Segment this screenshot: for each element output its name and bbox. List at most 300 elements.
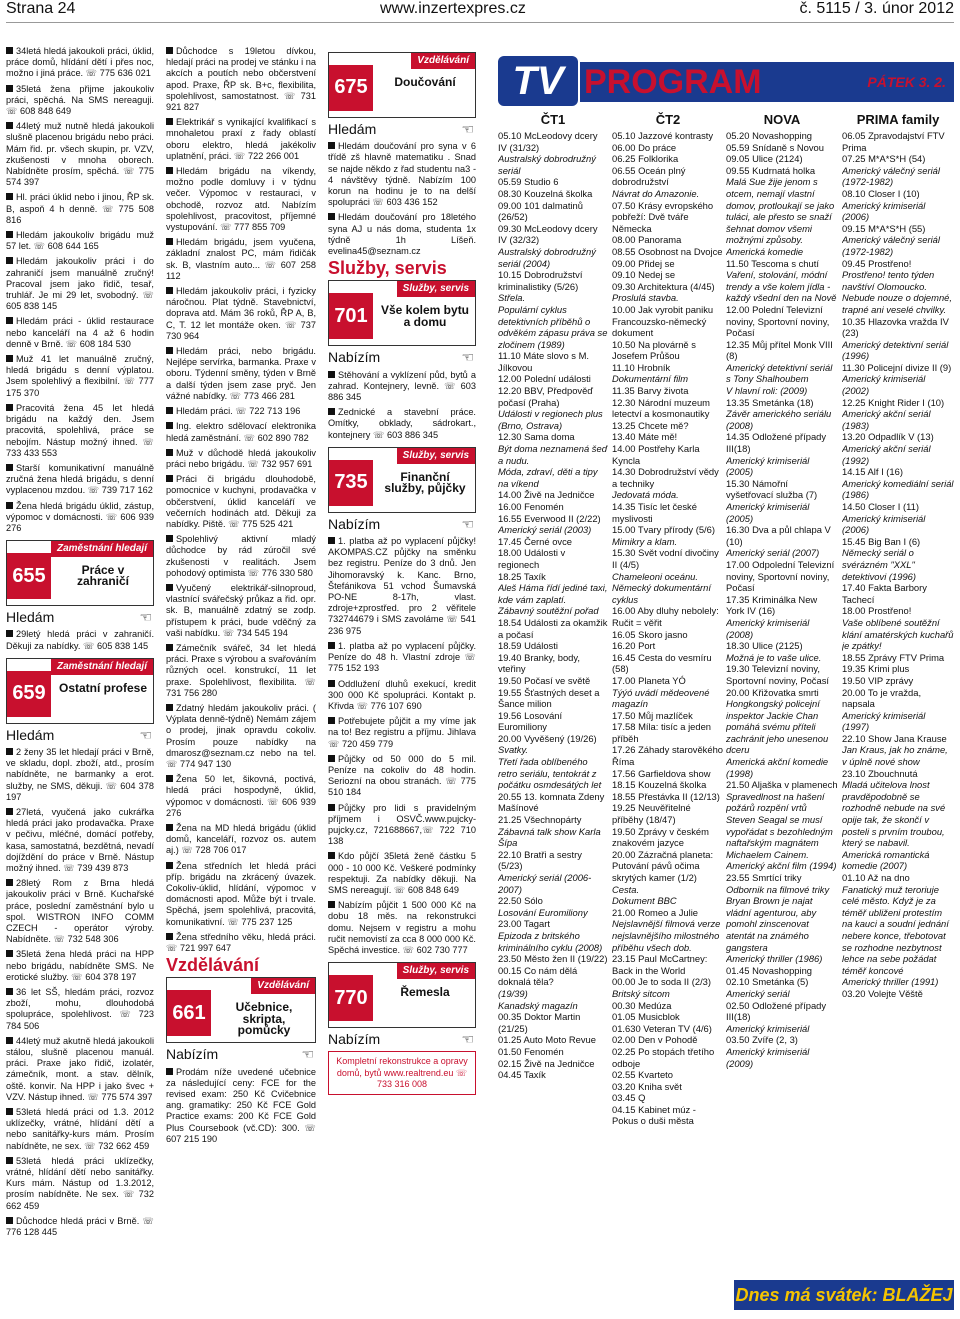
bullet-icon [6,85,13,92]
category-subtitle: Finanční služby, půjčky [384,469,466,496]
program-entry: Americký krimiseriál (2009) [726,1045,810,1069]
program-entry: 09.30 Architektura (4/45) [612,280,715,292]
program-entry: 13.25 Chcete mě? [612,419,689,431]
bullet-icon [166,824,173,831]
name-day-banner: Dnes má svátek: BLAŽEJ [734,1280,954,1310]
program-entry: Aleš Háma řídí jediné taxi, kde vám zaplatí. [498,582,608,605]
program-entry: Hongkongský policejní inspektor Jackie Chan pomáhá svému příteli zachránit jeho unesenou dceru [726,698,829,756]
channel-nova: NOVA [763,112,801,127]
program-entry: 14.00 Živě na Jedničce [498,489,595,501]
program-entry: 13.35 Smetánka (18) [726,396,814,408]
category-number: 735 [329,460,373,506]
schedule-prima [842,130,954,1278]
bullet-icon [328,537,335,544]
bullet-icon [166,449,173,456]
program-entry: Populární cyklus detektivních příběhů o odvěkém zápasu práva se zločinem (1989) [498,303,608,350]
program-entry: 16.00 Aby dluhy nebolely: Ručit = věřit [612,605,719,628]
program-entry: 19.25 Neuvěřitelné příběhy (18/47) [612,802,691,826]
program-entry: 20.00 Zázračná planeta: Putování pávů očima skrytých kamer (1/2) [612,848,714,883]
program-entry: 11.35 Barvy života [612,385,689,397]
schedule-ct2 [612,130,724,1278]
category-box [6,540,154,606]
program-entry: Kanadský magazín [498,999,578,1011]
page-header [0,0,960,22]
classified-ad: Hledám brigádu, jsem vyučena, základní znalost PC, mám řidičák sk. B, vlastním auto... ☏ 607 258 112 [166,237,316,281]
program-entry: 11.30 Policejní divize II (9) [842,361,952,373]
program-entry: 13.40 Máte mě! [612,431,678,443]
program-entry: 10.50 Na plovárně s Josefem Průšou [612,338,696,362]
program-entry: 03.20 Kniha svět [612,1080,682,1092]
program-entry: 23.00 Tagart [498,918,550,930]
program-entry: Nebude nouze o dojemné, trapné ani veselé chvilky. [842,292,952,315]
program-entry: Návrat do Amazonie. [612,187,700,199]
channel-ct2: ČT2 [655,112,681,127]
column-3 [328,46,476,1314]
program-entry: 21.25 Všechnopárty [498,814,582,826]
program-entry: 09.10 Nedej se [612,269,676,281]
classified-ad: Spolehlivý aktivní mladý důchodce by rád zúročil své zkušenosti v realitách. Jsem pohodový optimista ☏ 776 330 580 [166,534,316,578]
category-number: 701 [329,293,373,339]
program-entry: Americký seriál (2003) [498,524,592,536]
program-entry: 15.45 Big Ban I (6) [842,535,921,547]
program-entry: 18.55 Zprávy FTV Prima [842,651,945,663]
classified-ad: Žena hledá brigádu úklid, zástup, výpomoc v domácnosti. ☏ 606 939 276 [6,500,154,533]
category-label: Služby, servis [397,281,475,297]
bullet-icon [328,755,335,762]
section-icon: ☜ [461,121,474,137]
section-icon: ☜ [139,609,152,626]
program-entry: 05.10 McLeodovy dcery IV (31/32) [498,130,598,153]
category-number: 661 [167,990,211,1036]
bullet-icon [6,1157,13,1164]
program-entry: Týýó uvádí mědeovené magazín [612,686,710,710]
bullet-icon [166,862,173,869]
category-label: Vzdělávání [251,978,315,994]
bullet-icon [166,475,173,482]
category-subtitle: Práce v zahraničí [76,563,130,589]
program-entry: 05.20 Novashopping [726,130,813,141]
bullet-icon [6,464,13,471]
classified-ad: 1. platba až po vyplacení půjčky. Peníze do 48 h. Vlastní zdroje ☏ 775 152 193 [328,640,476,674]
category-box [328,52,476,118]
program-entry: 17.35 Kriminálka New York IV (16) [726,593,818,617]
program-entry: 19.50 VIP zprávy [842,674,914,686]
classified-ad: 44letý muž akutně hledá jakoukoli stálou, slušně placenou manuál. práci. Praxe jako řidič, izolatér, zámečník, mont. a stav. dělník, oště. konvir. Na HPP i jako švec + VZV. Nástup ihned. ☏ 775 574 397 [6,1035,154,1102]
bullet-icon [6,122,13,129]
bullet-icon [166,775,173,782]
program-entry: Australský dobrodružný seriál (2004) [498,245,596,269]
program-entry: 17.00 Odpolední Televizní noviny, Sportovní noviny, Počasí [726,558,835,594]
classified-ad: Hledám práci, nebo brigádu. Nejlépe servírka, barmanka. Praxe v oboru. Týdenní směny, týden v Brně a další týden jsem zase pryč. Jen vážné nabídky. ☏ 773 466 281 [166,346,316,401]
category-number: 659 [7,671,51,717]
program-entry: Americký válečný seriál (1972-1982) [842,164,940,188]
program-entry: Možná je to vaše ulice. [726,651,822,663]
classified-ad: 44letý muž nutně hledá jakoukoli slušně placenou brigádu nebo práci. Mám řid. pr. všech skupin, pr. VZV, zkušenosti v mnoha oborech. Nabídněte prosím, spěchá. ☏ 775 574 397 [6,121,154,188]
classified-ad: Hledám jakoukoliv práci, i fyzicky náročnou. Plat týdně. Stavebnictví, doprava atd. Mám 36 roků, ŘP A, B, C, T. 12 let montáže oken. ☏ 737 730 964 [166,286,316,341]
bullet-icon [6,231,13,238]
program-entry: 20.00 Křižovatka smrti [726,686,819,698]
program-entry: Mladá učitelova lnost pravděpodobně se rozhodně nebude na své opije tak, že skončí v posteli s prvním troubou, který se nabavil. [842,779,946,849]
program-entry: 22.50 Sólo [498,895,543,907]
program-entry: Vaření, stolování, módní trendy a vše kolem jídla - každý všední den na Nově [726,269,837,304]
bullet-icon [328,901,335,908]
bullet-icon [166,347,173,354]
issue-info: č. 5115 / 3. únor 2012 [799,0,954,17]
section-label: Nabízím ☜ [328,515,474,532]
program-entry: Americký detektivní seriál (1996) [842,338,949,362]
section-icon: ☜ [301,1046,314,1063]
program-entry: Americká romantická komedie (2007) [842,848,930,872]
program-entry: Proslulá stavba. [612,292,679,304]
program-entry: 20.00 Vyvěšený (19/26) [498,732,597,744]
program-entry: 03.50 Zvíře (2, 3) [726,1034,798,1046]
classified-ad: Nabízím půjčit 1 500 000 Kč na dobu 18 měs. na rekonstrukci domu. Nejsem v registru a mohu ručit nemovistí za cca 8 000 000 Kč. Spěchá investice. ☏ 602 730 777 [328,900,476,955]
classified-ad: Žena středních let hledá práci příp. brigádu na zkrácený úvazek. Cokoliv-úklid, hlídání, výpomoc v domácnosti apod. Může být i trvale. Spěchá, jsem spolehlivá, pracovitá, komunikativní. ☏ 775 237 125 [166,860,316,927]
program-entry: 20.00 To je vražda, napsala [842,686,922,710]
program-entry: 10.15 Dobrodružství kriminalistiky (5/26) [498,269,583,292]
category-label: Služby, servis [397,963,475,979]
program-entry: Události v regionech plus (Brno, Ostrava) [498,408,603,431]
program-entry: 19.30 Televizní noviny, Sportovní noviny, Počasí [726,663,830,686]
program-entry: Dokument BBC [612,895,677,907]
program-entry: 19.50 Zprávy v českém znakovém jazyce [612,825,709,849]
program-entry: V hlavní roli: (2009) [726,385,808,397]
program-entry: 22.10 Show Jana Krause [842,732,947,744]
classified-ad: 53letá hledá práci uklízečky, vrátné, hlídání dětí nebo sanitářky. Kurs mám. Nástup od 1.3.2012, prosím nabídněte. Ne sex. ☏ 732 662 459 [6,1155,154,1211]
classified-ad: 1. platba až po vyplacení půjčky! AKOMPAS.CZ půjčky na směnku bez registru. Peníze do 3 dnů. Jen Jihomoravský k. Kanc. Brno, Štefánikova 51 vchod Šumavská PO-NE 8-17h, vlast. zdroje+zprostřed. pro 2 věřitele 732744679 i SMS zavoláme ☏ 541 236 975 [328,536,476,636]
classified-ad: 27letá, vyučená jako cukrářka hledá práci jako prodavačka. Praxe v pečivu, mléčné, domácí potřeby, kasa, samostatná, bezdětná, nevadí dojíždění do práce v Brně. Nástup možný ihned. ☏ 739 439 873 [6,806,154,873]
program-entry: Americký krimiseriál [726,1022,810,1034]
classified-ad: Důchodce s 19letou dívkou, hledají práci na prodej ve stánku i na akcích a poutích nebo občerstvení apod. Praxe, ŘP sk. B+c, flexibilita, spolehlivost, samostatnost. ☏ 731 921 827 [166,46,316,113]
program-entry: 02.10 Smetánka (5) [726,976,809,988]
bullet-icon [166,535,173,542]
category-subtitle: Řemesla [400,985,450,1000]
program-entry: Být doma neznamená šeď a nudu. [498,443,608,466]
program-entry: 18.59 Události [498,640,558,652]
classified-ad: Kdo půjčí 35letá ženě částku 5 000 - 10 000 Kč. Veškeré podmínky respektuji. Za nabídky děkuji. Na SMS nereagují. ☏ 608 848 649 [328,851,476,895]
classified-ad: Starší komunikativní manuálně zručná žena hledá brigádu, s denní vyplacenou mzdou. ☏ 739 717 162 [6,462,154,496]
classified-ad: Prodám níže uvedené učebnice za následující ceny: FCE for the revised exam: 250 Kč Cvičebnice ang. gramatiky: 250 Kč FCE Gold Practice exams: 200 Kč FCE Gold Plus Coursebook (vč.CD): 300. ☏ 607 215 190 [166,1066,316,1144]
classified-ad: Hl. práci úklid nebo i jinou, ŘP sk. B, aspoň 4 h denně. ☏ 775 508 816 [6,192,154,225]
program-entry: 20.55 13. komnata Zdeny Mašínové [498,790,605,814]
bullet-icon [6,630,13,637]
program-entry: Americký krimiseriál (2006) [842,512,926,536]
program-entry: Americký komediální seriál (1986) [842,477,954,501]
program-entry: Spravedlnost na hašení požárů rozpění vrtů Steven Seagal se musí vypořádat s bezohledným naftařským magnátem Michaelem Cainem. [726,790,833,860]
program-entry: 02.50 Odložené případy III(18) [726,999,827,1023]
program-entry: 08.00 Panorama [612,234,682,246]
program-entry: Malá Sue žije jenom s otcem, nemají vlastní domov, protloukají se jako tuláci, ale přesto se snaží šehnat domov všemi možnými způsoby. [726,176,835,246]
program-entry: 02.25 Po stopách třetího odboje [612,1045,715,1069]
bullet-icon [166,238,173,245]
program-entry: 14.35 Odložené případy III(18) [726,431,827,455]
bullet-icon [6,502,13,509]
program-entry: 03.45 Q [612,1092,646,1104]
channel-prima: PRIMA family [856,112,940,127]
program-entry: 19.50 Počasí ve světě [498,674,591,686]
program-entry: 15.30 Námořní vyšetřovací služba (7) [726,477,818,501]
bullet-icon [328,642,335,649]
classified-ad: 29letý hledá práci v zahraničí. Děkuji za nabídky. ☏ 605 838 145 [6,629,154,651]
bullet-icon [166,118,173,125]
classified-ad: 36 let SŠ, hledám práci, rozvoz zboží, mohu, dlouhodobá spolupráce, spolehlivost. ☏ 723 784 506 [6,987,154,1031]
bullet-icon [328,142,335,149]
site-url[interactable]: www.inzertexpres.cz [380,0,526,17]
program-entry: 11.50 Tescoma s chutí [726,257,819,269]
program-entry: 13.20 Odpadlík V (13) [842,431,934,443]
bullet-icon [328,804,335,811]
bullet-icon [166,422,173,429]
program-entry: Australský dobrodružný seriál [498,153,596,176]
bullet-icon [6,1037,13,1044]
program-entry: 06.05 Zpravodajství FTV Prima [842,130,945,153]
bullet-icon [6,47,13,54]
program-entry: 00.35 Doktor Martin (21/25) [498,1011,581,1034]
program-entry: 09.55 Kudrnatá holka [726,164,816,176]
category-subtitle: Vše kolem bytu a domu [380,303,470,329]
program-entry: 11.10 Máte slovo s M. Jílkovou [498,350,590,373]
classified-ad: Oddlužení dluhů exekucí, kredit 300 000 Kč spolupráci. Kontakt p. Křivda ☏ 776 107 690 [328,678,476,711]
program-entry: 12.30 Národní muzeum letectví a kosmonautiky [612,396,710,420]
category-label: Služby, servis [397,448,475,464]
bullet-icon [166,407,173,414]
column-1 [6,46,154,1314]
category-number: 655 [7,553,51,599]
program-entry: 16.45 Cesta do vesmíru (58) [612,651,712,675]
program-entry: 12.25 Knight Rider I (10) [842,396,945,408]
program-entry: (19/39) [498,987,528,999]
program-entry: Americký seriál (2007) [726,547,820,559]
program-entry: 06.55 Oceán plný dobrodružství [612,164,686,188]
program-entry: 15.00 Tvary přírody (5/6) [612,524,715,536]
program-entry: Chameleoni oceánu. [612,570,698,582]
section-icon: ☜ [461,515,474,532]
program-entry: 18.15 Kouzelná školka [612,779,707,791]
program-entry: 14.15 Alf I (16) [842,466,903,478]
program-entry: Jan Kraus, jak ho známe, v úplně nové show [842,744,948,768]
section-label: Nabízím ☜ [166,1046,314,1063]
program-entry: 16.05 Skoro jasno [612,628,688,640]
classified-ad: Žena středního věku, hledá práci. ☏ 721 997 647 [166,931,316,954]
program-entry: 18.54 Události za okamžik a počasí [498,616,608,640]
classified-ad: Půjčky pro lidi s pravidelným příjmem i OSVČ.www.pujcky-pujcky.cz, 721688667,☏ 722 710 138 [328,802,476,847]
classified-ad: Muž v důchodě hledá jakoukoliv práci nebo brigádu. ☏ 732 957 691 [166,447,316,469]
classified-ad: Žena 50 let, šikovná, poctivá, hledá práci hospodyně, úklid, výpomoc v domácnosti. ☏ 606 939 276 [166,774,316,818]
program-entry: 18.00 Události v regionech [498,547,566,570]
bullet-icon [166,704,173,711]
program-entry: 19.56 Losování Euromiliony [498,709,563,733]
program-entry: Americký seriál (2006-2007) [498,872,592,895]
program-entry: Americká komedie [726,245,804,257]
program-entry: 08.30 Kouzelná školka [498,187,593,199]
program-entry: 18.30 Ulice (2125) [726,640,803,652]
program-entry: Americká akční komedie (1998) [726,756,829,779]
program-entry: 04.45 Taxík [498,1069,546,1081]
bullet-icon [6,988,13,995]
program-entry: 02.15 Živě na Jedničce [498,1057,595,1069]
bullet-icon [328,371,335,378]
program-entry: 08.10 Closer I (10) [842,187,920,199]
program-entry: Americký akční seriál (1992) [842,443,931,466]
tv-title: PROGRAM PÁTEK 3. 2. [580,62,954,102]
program-entry: Zábavný soutěžní pořad [498,605,599,617]
program-entry: Zábavná talk show Karla Šípa [498,825,601,849]
classified-ad: Vyučený elektrikář-silnoproud, vlastnící svářečský průkaz a řid. opr. sk. B, manuálně zdatný se zodp. přístupem k práci, bude vděčný za vaši nabídku. ☏ 734 545 194 [166,582,316,638]
bullet-icon [6,355,13,362]
program-entry: 05.10 Jazzové kontrasty [612,130,714,141]
bullet-icon [6,808,13,815]
program-entry: 23.10 Zbouchnutá [842,767,918,779]
program-entry: 23.55 Smrtící triky [726,872,802,883]
program-entry: 09.15 M*A*S*H (55) [842,222,926,234]
program-entry: Cesta. [612,883,640,895]
program-entry: Americký krimiseriál (1997) [842,709,926,733]
program-entry: 03.20 Volejte Věště [842,987,923,999]
classified-ad: 2 ženy 35 let hledají práci v Brně, ve skladu, dopl. zboží, atd., prosím nabídněte, ne barmanky a erot. služby, ne SMS, děkuji. ☏ 604 378 197 [6,746,154,802]
bullet-icon [328,852,335,859]
program-entry: 11.10 Hrobník [612,361,671,373]
bullet-icon [6,1108,13,1115]
program-entry: Americký thriller (1991) [842,976,939,988]
program-entry: 02.55 Kvarteto [612,1069,673,1081]
bullet-icon [166,933,173,940]
bullet-icon [328,213,335,220]
bullet-icon [166,1068,173,1075]
category-box [166,977,316,1043]
classified-ad: Práci či brigádu dlouhodobě, pomocnice v kuchyni, prodavačka v občerstvení, úklid kanceláří ve večerních hodinách atd. Děkuji za nabídky. Piště. ☏ 775 525 421 [166,474,316,529]
category-box [328,447,476,513]
schedule-ct1 [498,130,608,1278]
program-entry: 16.20 Port [612,640,656,652]
bullet-icon [6,317,13,324]
program-entry: 09.00 Přidej se [612,257,675,269]
category-box [328,280,476,346]
program-entry: 00.15 Co nám dělá doknalá těla? [498,964,578,988]
program-entry: Americký krimiseriál (2008) [726,616,810,640]
program-entry: 22.10 Bratři a sestry (5/23) [498,848,582,872]
bullet-icon [166,644,173,651]
program-entry: 19.55 Šťastných deset a Šance milion [498,686,600,710]
category-label: Zaměstnání hledají [51,659,153,675]
program-entry: Nejslavnější filmová verze nejslavnějšího milostného příběhu všech dob. [612,918,721,953]
program-entry: Americký krimiseriál (2005) [726,454,810,478]
bullet-icon [166,584,173,591]
classified-ad: Zdatný hledám jakoukoliv práci. ( Výplata denně-týdně) Nemám zájem o prodej, jinak opravdu cokoliv. Prosím pouze nabídky na dmarosz@seznam.cz nebo na tel. ☏ 774 947 130 [166,702,316,769]
section-label: Hledám ☜ [6,726,152,743]
program-entry: 01.50 Fenomén [498,1045,564,1057]
program-entry: Mimikry a klam. [612,535,678,547]
category-box [328,962,476,1028]
program-entry: 19.40 Branky, body, vteřiny [498,651,580,675]
bullet-icon [6,879,13,886]
header-rule [6,22,954,23]
program-entry: 23.50 Město žen II (19/22) [498,953,608,965]
program-entry: Americký akční film (1994) [726,860,837,872]
category-label: Zaměstnání hledají [51,541,153,557]
category-box [6,658,154,724]
bullet-icon [6,257,13,264]
program-entry: 15.30 Svět vodní divočiny II (4/5) [612,547,719,570]
program-entry: 14.30 Dobrodružství vědy a techniky [612,466,719,489]
classified-ad: 35letá žena přijme jakoukoliv práci, spěchá. Na SMS nereaguji. ☏ 608 848 649 [6,83,154,117]
section-label: Hledám ☜ [6,609,152,626]
program-entry: 21.00 Romeo a Julie [612,906,698,918]
classified-ad: Hledám jakoukoliv práci i do zahraničí jsem manuálně zručný! Pracoval jsem jako řidič, tesař, truhlář. Je mi 29 let, svobodný. ☏ 605 838 145 [6,256,154,312]
program-entry: 23.15 Paul McCartney: Back in the World [612,953,708,976]
program-entry: 12.35 Můj přítel Monk VIII (8) [726,338,833,362]
bullet-icon [6,193,13,200]
classified-ad: Hledám práci - úklid restaurace nebo kanceláří na 4 až 6 hodin denně v Brně. ☏ 608 184 530 [6,316,154,349]
program-entry: 12.00 Polední Televizní noviny, Sportovní noviny, Počasí [726,303,830,339]
program-entry: 16.00 Fenomén [498,501,564,512]
program-entry: Americký krimiseriál (2002) [842,373,926,397]
classified-ad: Hledám jakoukoliv brigádu muž 57 let. ☏ 608 644 165 [6,230,154,252]
classified-ad: Stěhování a vyklízení půd, bytů a zahrad. Kontejnery, levně. ☏ 603 886 345 [328,369,476,403]
program-entry: 18.55 Přestávka II (12/13) [612,790,720,802]
bullet-icon [6,950,13,957]
program-entry: 17.26 Záhady starověkého Říma [612,744,724,768]
classified-ad: Žena na MD hledá brigádu (úklid domů, kanceláří, rozvoz os. autem aj.) ☏ 728 706 017 [166,823,316,856]
program-entry: 17.50 Můj mazlíček [612,709,693,721]
classified-ad: Hledám doučování pro 18letého syna AJ u nás doma, studenta 1x týdně 1h Líšeň. evelina45@seznam.cz [328,212,476,257]
tv-logo: TV [498,56,578,106]
classified-ad: 53letá hledá práci od 1.3. 2012 uklízečky, vrátné, hlídání dětí a nebo sanitářky-kurs mám. Prosím nabídněte, ne sex. ☏ 732 662 459 [6,1107,154,1151]
program-entry: 07.50 Krásy evropského pobřeží: Dvě tváře Německa [612,199,714,234]
program-entry: Americký krimiseriál (2005) [726,501,810,524]
program-entry: 05.59 Snídaně s Novou [726,141,824,153]
program-entry: 01.630 Veteran TV (4/6) [612,1022,712,1034]
program-entry: 07.25 M*A*S*H (54) [842,153,926,165]
program-entry: Dokumentární film [612,373,689,385]
classified-ad: Elektrikář s vynikající kvalifikací s mnohaletou praxí z řady oblastí oboru elektro, hledá jakékoliv uplatnění, práci. ☏ 722 266 001 [166,117,316,161]
classified-ad: Muž 41 let manuálně zručný, hledá brigádu s denní výplatou. Jsem spolehlivý a flexibilní. ☏ 777 175 370 [6,354,154,398]
program-entry: 21.50 Aljaška v plamenech [726,779,838,791]
program-entry: Losování Euromiliony [498,906,588,918]
program-entry: 19.35 Krimi plus [842,663,910,675]
program-entry: 09.05 Ulice (2124) [726,153,803,165]
program-entry: 01.05 Musicblok [612,1011,680,1023]
classified-ad: 34letá hledá jakoukoli práci, úklid, práce domů, hlídání dětí i přes noc, možno i jiná práce. ☏ 775 636 021 [6,46,154,79]
program-entry: 18.00 Prostřeno! [842,605,912,617]
column-2 [166,46,316,1314]
program-entry: 09.00 101 dalmatinů (26/52) [498,199,583,223]
section-heading: Služby, servis [328,258,447,279]
program-entry: Prostřeno! tento týden navštíví Olomoucko. [842,269,935,292]
category-subtitle: Ostatní profese [58,680,148,695]
program-entry: Německý dokumentární cyklus [612,582,712,605]
category-number: 675 [329,65,373,111]
program-entry: Americký krimiseriál (2006) [842,199,926,223]
bullet-icon [166,167,173,174]
program-entry: Fanatický muž teroriuje celé město. Když je za téměř ubliženi protestím na kauci a soudní jednání nebere konce, třebotovat se rozhodne nezbytnost lehce na sebe požádat téměř koncové [842,883,949,976]
bullet-icon [328,680,335,687]
program-entry: 12.30 Sama doma [498,431,575,443]
program-entry: Třetí řada oblíbeného retro seriálu, tentokrát z počátku osmdesátých let [498,756,602,791]
program-entry: 14.50 Closer I (11) [842,501,919,512]
category-number: 770 [329,975,373,1021]
program-entry: 12.20 BBV, Předpověď počasí (Praha) [498,385,594,408]
program-entry: Americký seriál [726,987,790,999]
classified-ad: Pracovitá žena 45 let hledá brigádu na každý den. Jsem pracovitá, spolehlivá, práce se nebojím. Nástup možný ihned. ☏ 733 433 553 [6,402,154,458]
program-entry: Epizoda z britského kriminálního cyklu (2008) [498,929,603,953]
bullet-icon [328,408,335,415]
classified-ad: Hledám práci. ☏ 722 713 196 [166,406,316,417]
category-label: Vzdělávání [411,53,475,69]
program-entry: 09.30 McLeodovy dcery IV (32/32) [498,222,598,246]
program-entry: 08.55 Osobnost na Dvojce [612,245,723,257]
program-entry: Britský sitcom [612,987,670,999]
program-entry: 06.25 Folklorika [612,153,679,165]
